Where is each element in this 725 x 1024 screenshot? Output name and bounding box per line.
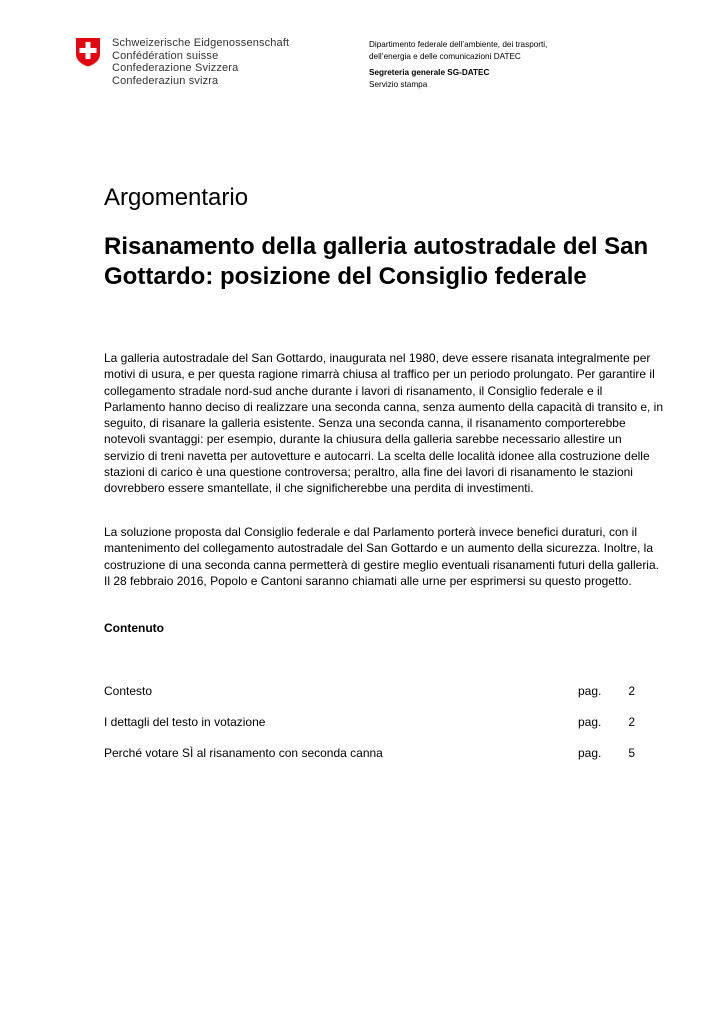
toc-entry-pag: pag. [578,746,602,760]
press-service: Servizio stampa [369,79,428,89]
toc-entry-pag: pag. [578,684,602,698]
department-line: Dipartimento federale dell’ambiente, dei trasporti, [369,40,548,49]
toc-entry-label: I dettagli del testo in votazione [104,715,266,729]
confederation-name-fr: Confédération suisse [112,49,219,62]
confederation-name-it: Confederazione Svizzera [112,62,239,74]
toc-entry-page: 2 [628,715,635,729]
toc-entry-pag: pag. [578,715,602,729]
toc-entry-page: 2 [628,684,635,698]
document-title: Risanamento della galleria autostradale del San Gottardo: posizione del Consiglio federale [104,233,649,290]
secretariat-name: Segreteria generale SG-DATEC [369,68,490,77]
toc-entry[interactable] [104,714,644,745]
document-type: Argomentario [104,184,249,211]
confederation-names [112,37,289,87]
swiss-flag-icon [75,37,101,67]
toc-entry[interactable] [104,683,644,714]
department-info [369,39,547,90]
toc-entry-page: 5 [628,746,635,760]
solution-paragraph: La soluzione proposta dal Consiglio federale e dal Parlamento porterà invece benefici duraturi, con il mantenimento del collegamento autostradale del San Gottardo e un aumento della sicurezza. Inoltre, la costruzione di una seconda canna permetterà di gestire meglio eventuali risanamenti futuri della galleria. Il 28 febbraio 2016, Popolo e Cantoni saranno chiamati alle urne per esprimersi su questo progetto. [104,525,659,588]
toc-entry[interactable] [104,745,644,776]
department-line: dell’energia e delle comunicazioni DATEC [369,51,521,61]
toc-entry-label: Contesto [104,684,153,698]
table-of-contents [104,683,644,776]
intro-paragraph: La galleria autostradale del San Gottardo, inaugurata nel 1980, deve essere risanata integralmente per motivi di usura, e per questa ragione rimarrà chiusa al traffico per un periodo prolungato. Per garantire il collegamento stradale nord-sud anche durante i lavori di risanamento, il Consiglio federale e il Parlamento hanno deciso di realizzare una seconda canna, senza aumento della capacità di transito e, in seguito, di risanare la galleria esistente. Senza una seconda canna, il risanamento comporterebbe notevoli svantaggi: per esempio, durante la chiusura della galleria sarebbe necessario allestire un servizio di treni navetta per autovetture e autocarri. La scelta delle località idonee alla costruzione delle stazioni di carico è una questione controversa; peraltro, alla fine dei lavori di risanamento le stazioni dovrebbero essere smantellate, il che significherebbe una perdita di investimenti. [104,351,664,496]
toc-entry-label: Perché votare SÌ al risanamento con seconda canna [104,746,383,760]
confederation-name-de: Schweizerische Eidgenossenschaft [112,37,290,49]
confederation-name-rm: Confederaziun svizra [112,74,219,87]
contents-heading: Contenuto [104,621,164,635]
